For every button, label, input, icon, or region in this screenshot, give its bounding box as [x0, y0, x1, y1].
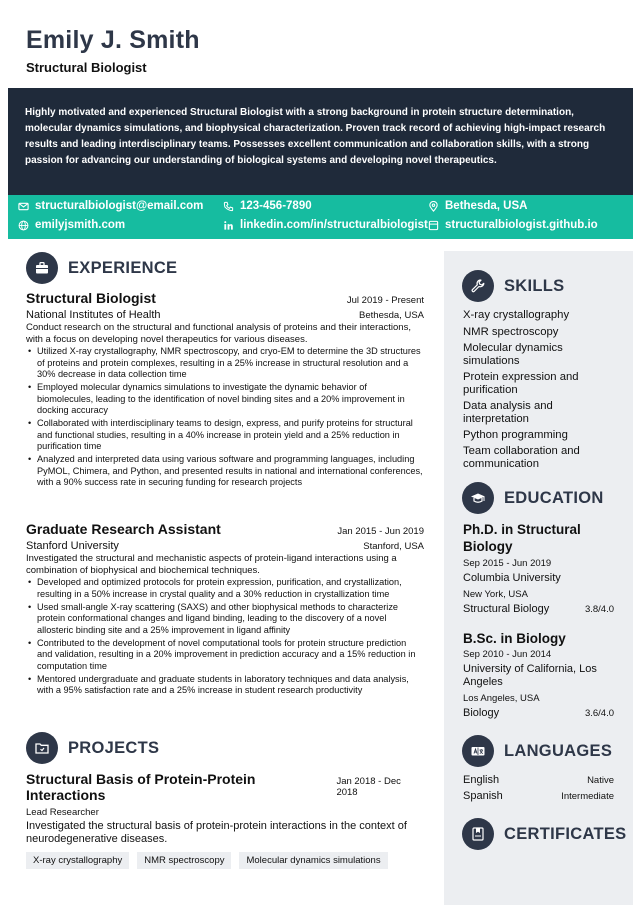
skills-heading	[462, 270, 564, 302]
skill-item: X-ray crystallography	[463, 309, 570, 321]
job-location: Bethesda, USA	[359, 310, 424, 321]
project-description: Investigated the structural basis of protein-protein interactions in the context of neurodegenerative diseases.	[26, 820, 407, 845]
contact-github[interactable]	[428, 219, 598, 231]
job-entry	[26, 521, 424, 698]
contact-website[interactable]	[18, 219, 125, 231]
list-item: • Utilized X-ray crystallography, NMR spectroscopy, and cryo-EM to determine the 3D structures of proteins and protein complexes, resulting in a 25% increase in structural resolution and a 30% decrease in data collection time	[37, 346, 424, 380]
list-item: • Collaborated with interdisciplinary teams to design, express, and purify proteins for structural and functional studies, resulting in a 40% increase in protein yield and a 25% reduction in purification time	[37, 418, 424, 452]
projects-heading	[26, 732, 159, 764]
list-item: • Used small-angle X-ray scattering (SAXS) and other biophysical methods to characterize protein conformational changes and ligand binding, leading to the discovery of a novel allosteric binding site and a 25% improvement in ligand affinity	[37, 602, 424, 636]
experience-icon-circle	[26, 252, 58, 284]
contact-linkedin[interactable]	[223, 219, 428, 231]
job-title: Structural Biologist	[26, 290, 156, 306]
skills-title: SKILLS	[504, 276, 565, 295]
project-entry	[26, 771, 424, 869]
edu-degree: Ph.D. in Structural Biology	[463, 522, 581, 554]
edu-gpa: 3.8/4.0	[584, 604, 614, 615]
job-dates: Jul 2019 - Present	[346, 295, 424, 306]
contact-linkedin-text: linkedin.com/in/structuralbiologist	[240, 219, 428, 231]
project-title: Structural Basis of Protein-Protein Interactions	[26, 771, 256, 803]
graduation-cap-icon	[470, 490, 486, 506]
education-icon-circle	[462, 482, 494, 514]
contact-github-text: structuralbiologist.github.io	[445, 219, 598, 231]
contact-bar	[8, 195, 633, 239]
summary-text: Highly motivated and experienced Structural Biologist with a strong background in protein structure determination, molecular dynamics simulations, and biophysical characterization. Proven track record of achieving high-impact research results and leading interdisciplinary teams. Possesses excellent communication and collaboration skills, with a strong passion for advancing our understanding of biological systems and developing novel therapeutics.	[25, 107, 606, 166]
language-name: English	[463, 774, 500, 786]
edu-gpa: 3.6/4.0	[584, 708, 614, 719]
job-organization: Stanford University	[26, 540, 119, 552]
folder-icon	[34, 740, 50, 756]
edu-location: New York, USA	[463, 589, 528, 600]
list-item: • Developed and optimized protocols for protein expression, purification, and crystallization, resulting in a 50% increase in crystal quality and a 30% reduction in crystallization time	[37, 577, 424, 600]
edu-field-row	[463, 603, 614, 615]
edu-school: Columbia University	[463, 572, 561, 584]
contact-location	[428, 200, 527, 212]
contact-email[interactable]	[18, 200, 203, 212]
language-row	[463, 774, 614, 786]
contact-email-text: structuralbiologist@email.com	[35, 200, 204, 212]
job-description: Investigated the structural and mechanistic aspects of protein-ligand interactions using a combination of biophysical and biochemical techniques.	[26, 553, 397, 576]
certificates-heading	[462, 818, 626, 850]
project-tag: Molecular dynamics simulations	[239, 852, 387, 869]
certificate-icon	[470, 826, 486, 842]
job-description: Conduct research on the structural and functional analysis of proteins and their interactions, with a focus on developing novel therapeutics for various diseases.	[26, 322, 411, 345]
candidate-name: Emily J. Smith	[26, 26, 200, 54]
edu-field: Structural Biology	[463, 603, 550, 615]
project-tags	[26, 852, 424, 869]
phone-icon	[223, 201, 234, 212]
list-item: • Contributed to the development of novel computational tools for protein structure prediction and validation, resulting in a 20% improvement in prediction accuracy and a 15% reduction in computation time	[37, 638, 424, 672]
education-heading	[462, 482, 604, 514]
job-entry	[26, 290, 424, 490]
linkedin-icon	[223, 220, 234, 231]
location-icon	[428, 201, 439, 212]
experience-heading	[26, 252, 177, 284]
contact-phone-text: 123-456-7890	[240, 200, 312, 212]
edu-school: University of California, Los Angeles	[463, 663, 597, 688]
edu-field-row	[463, 707, 614, 719]
edu-field: Biology	[463, 707, 500, 719]
email-icon	[18, 201, 29, 212]
languages-title: LANGUAGES	[504, 741, 613, 760]
globe-icon	[18, 220, 29, 231]
translate-icon	[470, 743, 486, 759]
certificates-icon-circle	[462, 818, 494, 850]
job-dates: Jan 2015 - Jun 2019	[337, 526, 424, 537]
language-level: Intermediate	[561, 791, 614, 802]
skills-icon-circle	[462, 270, 494, 302]
project-tag: NMR spectroscopy	[137, 852, 231, 869]
skill-item: NMR spectroscopy	[463, 326, 559, 338]
edu-dates: Sep 2015 - Jun 2019	[463, 558, 552, 569]
list-item: • Analyzed and interpreted data using various software and programming languages, including PyMOL, Chimera, and Python, and presented results in national and international conferences, with a 90% success rate in securing funding for research projects	[37, 454, 424, 488]
projects-icon-circle	[26, 732, 58, 764]
skill-item: Python programming	[463, 429, 568, 441]
list-item: • Mentored undergraduate and graduate students in laboratory techniques and data analysis, with a 95% satisfaction rate and a 25% increase in student research productivity	[37, 674, 424, 697]
contact-website-text: emilyjsmith.com	[35, 219, 126, 231]
summary-panel	[8, 88, 633, 195]
language-level: Native	[587, 775, 614, 786]
list-item: • Employed molecular dynamics simulations to investigate the dynamic behavior of biomolecules, leading to the identification of novel binding sites and a 20% improvement in docking accuracy	[37, 382, 424, 416]
job-bullets	[26, 577, 424, 696]
education-title: EDUCATION	[504, 488, 604, 507]
edu-location: Los Angeles, USA	[463, 693, 540, 704]
certificates-title: CERTIFICATES	[504, 824, 627, 843]
job-location: Stanford, USA	[363, 541, 424, 552]
job-organization: National Institutes of Health	[26, 309, 161, 321]
portfolio-icon	[428, 220, 439, 231]
project-role: Lead Researcher	[26, 807, 99, 818]
briefcase-icon	[34, 260, 50, 276]
job-title: Graduate Research Assistant	[26, 521, 221, 537]
candidate-title: Structural Biologist	[26, 60, 147, 75]
contact-location-text: Bethesda, USA	[445, 200, 528, 212]
contact-phone[interactable]	[223, 200, 312, 212]
languages-heading	[462, 735, 612, 767]
skill-item: Molecular dynamics simulations	[463, 342, 563, 367]
skill-item: Data analysis and interpretation	[463, 400, 553, 425]
edu-degree: B.Sc. in Biology	[463, 631, 566, 646]
project-dates: Jan 2018 - Dec 2018	[336, 776, 401, 798]
projects-title: PROJECTS	[68, 738, 160, 757]
job-bullets	[26, 346, 424, 488]
skill-item: Protein expression and purification	[463, 371, 579, 396]
wrench-icon	[470, 278, 486, 294]
experience-title: EXPERIENCE	[68, 258, 178, 277]
languages-icon-circle	[462, 735, 494, 767]
language-name: Spanish	[463, 790, 503, 802]
project-tag: X-ray crystallography	[26, 852, 129, 869]
skill-item: Team collaboration and communication	[463, 445, 580, 470]
edu-dates: Sep 2010 - Jun 2014	[463, 649, 552, 660]
language-row	[463, 790, 614, 802]
